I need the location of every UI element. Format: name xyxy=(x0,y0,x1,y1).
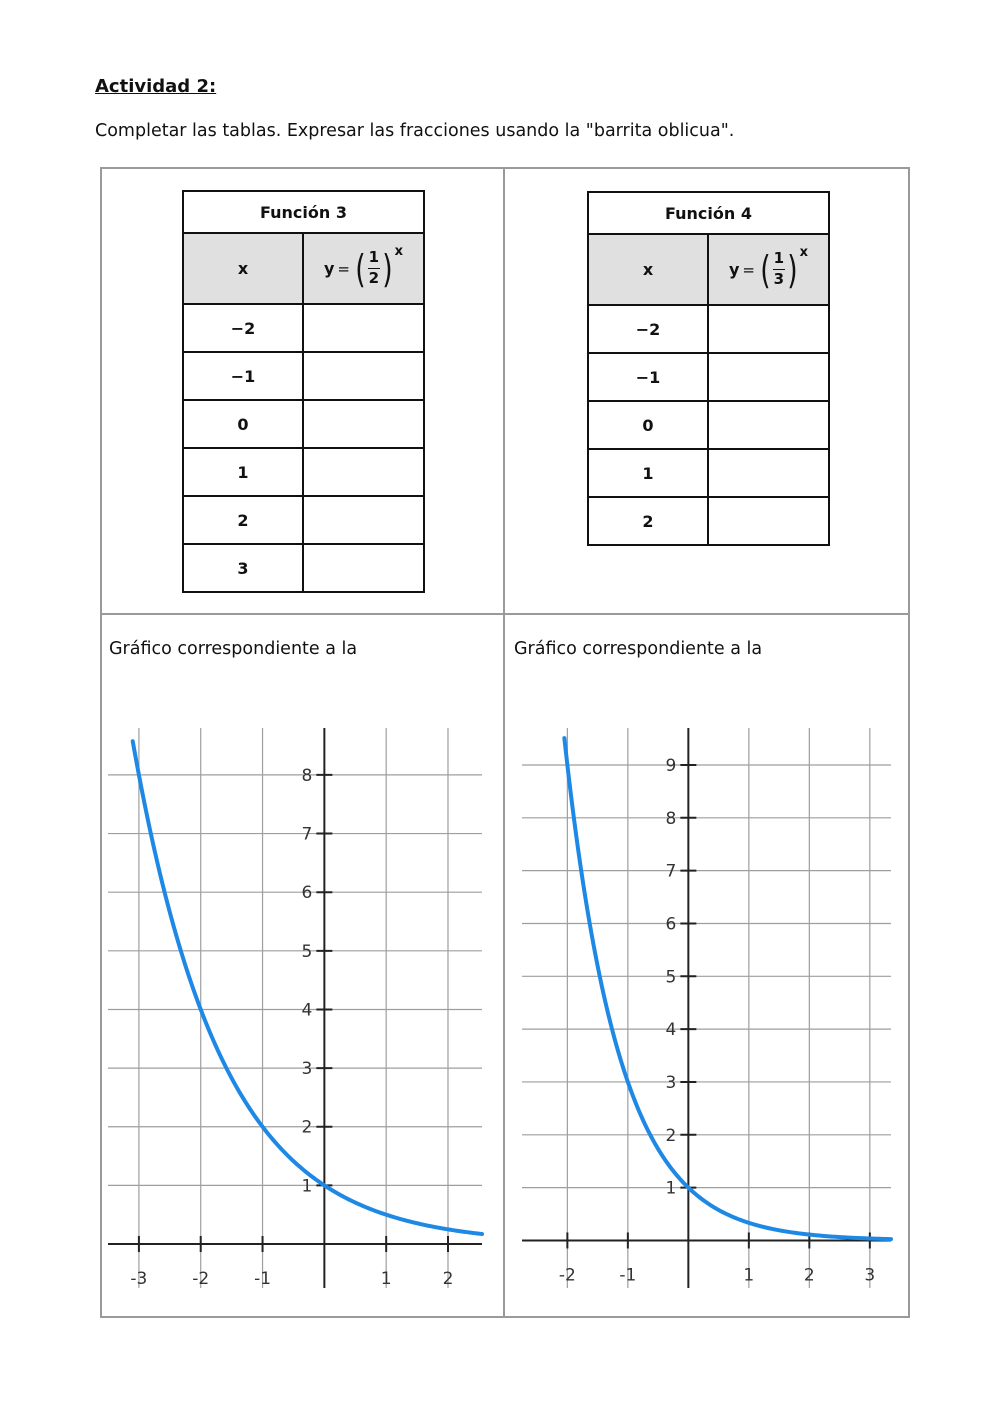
y-tick-label: 3 xyxy=(301,1059,313,1080)
formula-numerator: 1 xyxy=(773,249,785,268)
graph-function-3 xyxy=(108,728,482,1288)
graph-left-label: Gráfico correspondiente a la xyxy=(109,639,358,659)
table-title: Función 4 xyxy=(588,192,829,234)
x-value-cell: 1 xyxy=(588,449,708,497)
activity-instructions: Completar las tablas. Expresar las fracciones usando la "barrita oblicua". xyxy=(95,121,735,141)
x-tick-label: -1 xyxy=(254,1269,272,1290)
x-value-cell: −1 xyxy=(183,352,303,400)
x-value-cell: −2 xyxy=(588,305,708,353)
formula-denominator: 2 xyxy=(368,269,380,287)
x-value-cell: 1 xyxy=(183,448,303,496)
activity-title: Actividad 2: xyxy=(95,76,217,97)
formula-numerator: 1 xyxy=(368,248,380,267)
frame-horizontal-divider xyxy=(100,613,910,615)
x-tick-label: -2 xyxy=(558,1265,576,1286)
x-tick-label: -1 xyxy=(619,1265,637,1286)
y-tick-label: 8 xyxy=(665,808,677,829)
y-answer-cell[interactable] xyxy=(303,400,424,448)
y-tick-label: 7 xyxy=(665,861,677,882)
y-tick-label: 2 xyxy=(665,1125,677,1146)
y-tick-label: 3 xyxy=(665,1072,677,1093)
y-tick-label: 6 xyxy=(665,914,677,935)
y-answer-cell[interactable] xyxy=(303,544,424,592)
y-tick-label: 1 xyxy=(665,1178,677,1199)
y-tick-label: 4 xyxy=(301,1000,313,1021)
y-answer-cell[interactable] xyxy=(303,496,424,544)
formula-exponent: x xyxy=(394,243,404,259)
y-tick-label: 2 xyxy=(301,1117,313,1138)
x-tick-label: 1 xyxy=(380,1269,392,1290)
graph-right-label: Gráfico correspondiente a la xyxy=(514,639,763,659)
formula-equals: = xyxy=(742,260,755,279)
y-answer-cell[interactable] xyxy=(708,353,829,401)
x-value-cell: 3 xyxy=(183,544,303,592)
frame-vertical-divider xyxy=(503,167,505,1318)
x-value-cell: 2 xyxy=(588,497,708,545)
x-tick-label: 2 xyxy=(442,1269,454,1290)
y-answer-cell[interactable] xyxy=(708,497,829,545)
table-title: Función 3 xyxy=(183,191,424,233)
column-header-x: x xyxy=(588,234,708,305)
y-answer-cell[interactable] xyxy=(708,401,829,449)
y-tick-label: 7 xyxy=(301,824,313,845)
y-tick-label: 5 xyxy=(301,941,313,962)
y-answer-cell[interactable] xyxy=(303,304,424,352)
formula-y: y xyxy=(728,260,740,279)
x-value-cell: 2 xyxy=(183,496,303,544)
x-value-cell: −1 xyxy=(588,353,708,401)
graph-function-4 xyxy=(522,728,891,1288)
column-header-x: x xyxy=(183,233,303,304)
x-value-cell: 0 xyxy=(588,401,708,449)
column-header-formula: y = ( $\frac{1}{2}$ ) x xyxy=(303,233,424,304)
formula-equals: = xyxy=(337,259,350,278)
table-funcion-3 xyxy=(182,190,425,593)
x-tick-label: 1 xyxy=(743,1265,755,1286)
x-tick-label: -3 xyxy=(130,1269,148,1290)
exponential-curve xyxy=(564,738,891,1239)
y-tick-label: 5 xyxy=(665,967,677,988)
y-answer-cell[interactable] xyxy=(708,305,829,353)
y-tick-label: 4 xyxy=(665,1020,677,1041)
y-tick-label: 8 xyxy=(301,765,313,786)
x-tick-label: 3 xyxy=(864,1265,876,1286)
formula-denominator: 3 xyxy=(773,270,785,288)
x-tick-label: 2 xyxy=(803,1265,815,1286)
exponential-curve xyxy=(133,741,482,1234)
y-tick-label: 9 xyxy=(665,755,677,776)
formula-exponent: x xyxy=(799,244,809,260)
y-answer-cell[interactable] xyxy=(303,448,424,496)
y-answer-cell[interactable] xyxy=(708,449,829,497)
x-tick-label: -2 xyxy=(192,1269,210,1290)
table-funcion-4 xyxy=(587,191,830,546)
y-tick-label: 6 xyxy=(301,883,313,904)
column-header-formula: y = ( $\frac{1}{3}$ ) x xyxy=(708,234,829,305)
y-tick-label: 1 xyxy=(301,1176,313,1197)
x-value-cell: 0 xyxy=(183,400,303,448)
x-value-cell: −2 xyxy=(183,304,303,352)
y-answer-cell[interactable] xyxy=(303,352,424,400)
formula-y: y xyxy=(323,259,335,278)
